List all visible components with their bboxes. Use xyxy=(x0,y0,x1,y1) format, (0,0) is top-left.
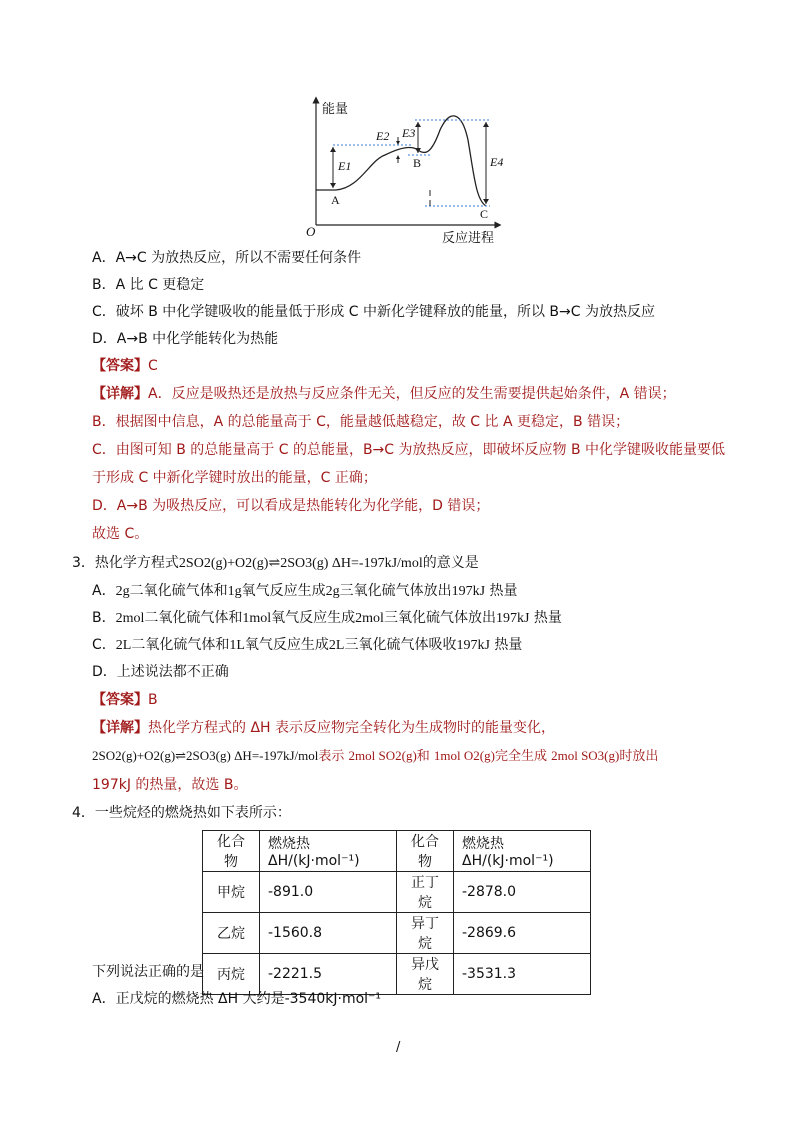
table-header-row xyxy=(203,831,591,872)
page-number: / xyxy=(396,1040,401,1055)
label-a: A xyxy=(331,193,340,207)
q2-answer xyxy=(92,356,158,376)
q3-number: 3． xyxy=(72,555,95,571)
table-header: 化合物 xyxy=(203,831,260,872)
text-3: 三氧化硫气体吸收 xyxy=(344,637,457,653)
q3-detail-2 xyxy=(92,746,658,767)
q2-detail-5: D．A→B 为吸热反应，可以看成是热能转化为化学能，D 错误； xyxy=(92,498,490,514)
heat: 197kJ xyxy=(495,611,530,626)
detail-text-g: 时放出 xyxy=(619,749,659,764)
mass-3: 2mol xyxy=(355,611,384,626)
mass-1: 2L xyxy=(115,638,132,653)
text-2: 氧气反应生成 xyxy=(271,610,356,626)
table-cell: 乙烷 xyxy=(203,913,260,954)
text-3: 三氧化硫气体放出 xyxy=(383,610,496,626)
q2-option-c: C．破坏 B 中化学键吸收的能量低于形成 C 中新化学键释放的能量，所以 B→C 为放热反应 xyxy=(92,304,655,320)
text-1: 二氧化硫气体和 xyxy=(131,637,230,653)
detail-text-c: 和 xyxy=(416,749,434,764)
q4-prompt: 下列说法正确的是 xyxy=(92,964,204,980)
text-4: 热量 xyxy=(485,583,518,599)
q2-detail-3: C．由图可知 B 的总能量高于 C 的总能量，B→C 为放热反应，即破坏反应物 B 中化学键吸收能量要低 xyxy=(92,442,726,458)
detail-tag: 【详解】 xyxy=(92,386,148,402)
q3-equation: 2SO2(g)+O2(g)⇌2SO3(g) ΔH=-197kJ/mol xyxy=(178,556,423,571)
q3-option-d: D．上述说法都不正确 xyxy=(92,664,229,680)
table-cell: -2869.6 xyxy=(454,913,591,954)
detail-tag: 【详解】 xyxy=(92,720,148,736)
detail-text: 热化学方程式的 ΔH 表示反应物完全转化为生成物时的能量变化， xyxy=(148,720,556,736)
label-e3: E3 xyxy=(402,126,416,140)
table-header: 燃烧热 ΔH/(kJ·mol⁻¹) xyxy=(260,831,397,872)
q2-detail-4: 于形成 C 中新化学键时放出的能量，C 正确； xyxy=(92,470,377,486)
text-4: 热量 xyxy=(529,610,562,626)
label-e4: E4 xyxy=(490,155,504,169)
table-cell: -891.0 xyxy=(260,872,397,913)
q2-option-a: A．A→C 为放热反应，所以不需要任何条件 xyxy=(92,250,362,266)
table-cell: 异戊烷 xyxy=(397,954,454,995)
q3-option-a xyxy=(92,581,517,602)
table-cell: 丙烷 xyxy=(203,954,260,995)
mass-2: 1L xyxy=(229,638,245,653)
option-letter: B． xyxy=(92,610,116,626)
detail-text-a: 表示 xyxy=(318,749,349,764)
table-cell: -3531.3 xyxy=(454,954,591,995)
answer-tag: 【答案】 xyxy=(92,692,148,708)
q3-detail-1 xyxy=(92,718,555,738)
q2-conclusion: 故选 C。 xyxy=(92,526,149,542)
mass-2: 1g xyxy=(227,584,242,599)
detail-text-e: 完全生成 xyxy=(494,749,552,764)
text-1: 二氧化硫气体和 xyxy=(129,583,228,599)
detail-text-b: 2mol SO2(g) xyxy=(348,748,417,763)
answer-tag: 【答案】 xyxy=(92,358,148,374)
text-2: 氧气反应生成 xyxy=(241,583,326,599)
mass-1: 2mol xyxy=(115,611,145,626)
detail-text-f: 2mol SO3(g) xyxy=(551,748,620,763)
option-letter: C． xyxy=(92,637,116,653)
detail-text: A．反应是吸热还是放热与反应条件无关，但反应的发生需要提供起始条件，A 错误； xyxy=(148,386,676,402)
answer-value: B xyxy=(148,692,158,708)
detail-equation: 2SO2(g)+O2(g)⇌2SO3(g) ΔH=-197kJ/mol xyxy=(92,748,319,763)
label-e1: E1 xyxy=(338,159,352,173)
q3-answer xyxy=(92,690,158,710)
text-1: 二氧化硫气体和 xyxy=(144,610,243,626)
answer-value: C xyxy=(148,358,158,374)
heat: 197kJ xyxy=(456,638,490,653)
y-axis-label: 能量 xyxy=(322,102,349,117)
table-header: 燃烧热 ΔH/(kJ·mol⁻¹) xyxy=(454,831,591,872)
mass-2: 1mol xyxy=(242,611,272,626)
q3-stem-post: 的意义是 xyxy=(422,555,479,571)
q2-detail-2: B．根据图中信息，A 的总能量高于 C，能量越低越稳定，故 C 比 A 更稳定，B 错误； xyxy=(92,414,630,430)
heat: 197kJ xyxy=(451,584,486,599)
q3-option-b xyxy=(92,608,562,629)
q4-stem: 4．一些烷烃的燃烧热如下表所示： xyxy=(72,805,291,821)
q3-stem-pre: 热化学方程式 xyxy=(94,555,179,571)
mass-1: 2g xyxy=(115,584,130,599)
q2-option-d: D．A→B 中化学能转化为热能 xyxy=(92,331,279,347)
q4-option-a: A．正戊烷的燃烧热 ΔH 大约是-3540kJ·mol⁻¹ xyxy=(92,991,382,1007)
x-axis-label: 反应进程 xyxy=(442,231,495,246)
text-2: 氧气反应生成 xyxy=(244,637,329,653)
q2-option-b: B．A 比 C 更稳定 xyxy=(92,277,205,293)
q3-stem xyxy=(72,553,479,574)
table-cell: -2221.5 xyxy=(260,954,397,995)
q3-detail-3: 197kJ 的热量，故选 B。 xyxy=(92,777,248,793)
label-c: C xyxy=(480,207,489,221)
origin-label: O xyxy=(306,224,316,239)
table-cell: 甲烷 xyxy=(203,872,260,913)
label-b: B xyxy=(413,156,422,170)
energy-diagram xyxy=(0,0,793,250)
table-row xyxy=(203,872,591,913)
label-e2: E2 xyxy=(376,129,390,143)
table-row xyxy=(203,913,591,954)
q3-option-c xyxy=(92,635,522,656)
detail-text-d: 1mol O2(g) xyxy=(433,748,495,763)
text-4: 热量 xyxy=(489,637,523,653)
table-cell: -1560.8 xyxy=(260,913,397,954)
table-cell: 正丁烷 xyxy=(397,872,454,913)
q2-detail-1 xyxy=(92,384,676,404)
option-letter: A． xyxy=(92,583,116,599)
table-cell: -2878.0 xyxy=(454,872,591,913)
text-3: 三氧化硫气体放出 xyxy=(339,583,452,599)
table-cell: 异丁烷 xyxy=(397,913,454,954)
combustion-heat-table xyxy=(202,830,591,995)
table-header: 化合物 xyxy=(397,831,454,872)
mass-3: 2g xyxy=(325,584,340,599)
mass-3: 2L xyxy=(328,638,345,653)
